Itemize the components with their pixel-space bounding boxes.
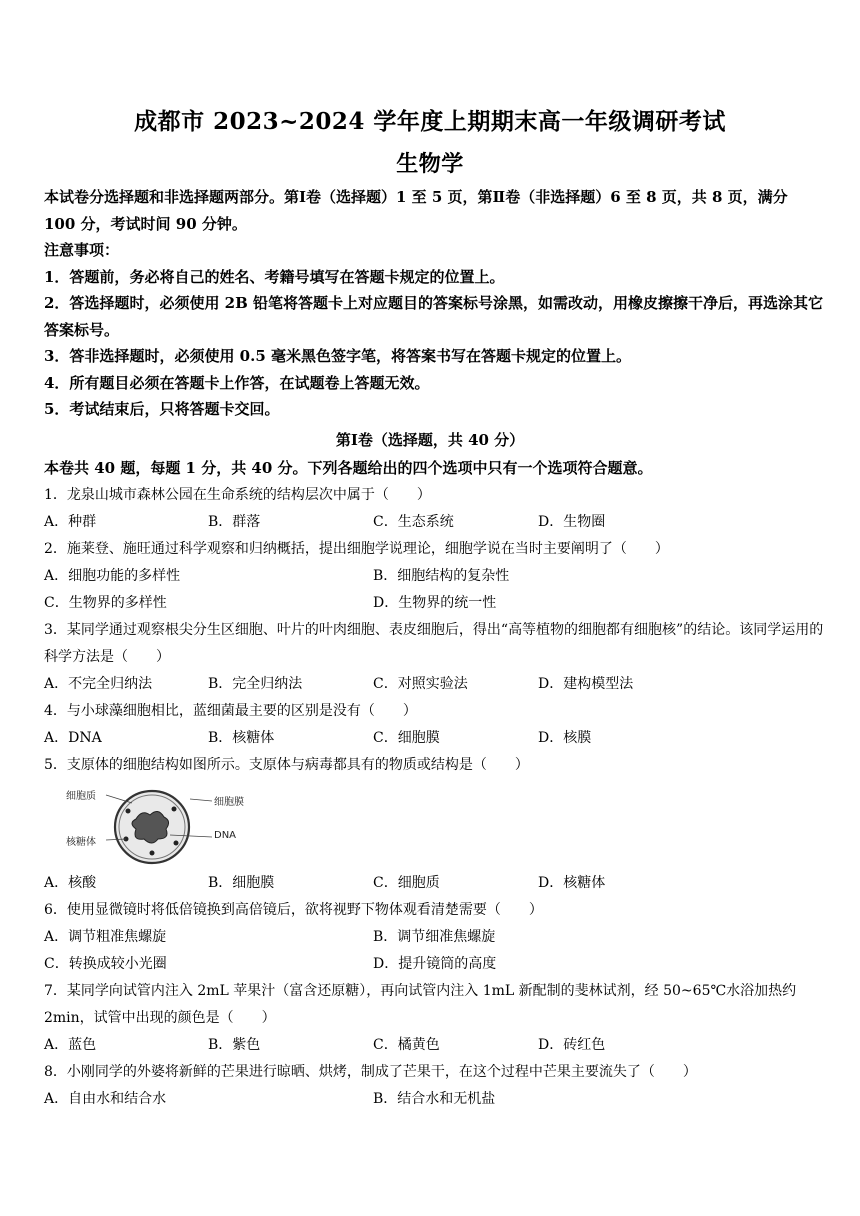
option: D．生物界的统一性 bbox=[373, 595, 497, 611]
option: C．对照实验法 bbox=[373, 676, 468, 692]
option: B．完全归纳法 bbox=[208, 676, 303, 692]
option: C．细胞膜 bbox=[373, 730, 440, 746]
question-options bbox=[44, 1032, 824, 1058]
question-options bbox=[44, 671, 824, 697]
option: B．调节细准焦螺旋 bbox=[373, 929, 496, 945]
question-options bbox=[44, 1086, 824, 1112]
question-options bbox=[44, 870, 824, 896]
mycoplasma-figure bbox=[66, 785, 256, 867]
notice-heading: 注意事项： bbox=[44, 241, 120, 259]
question-stem: 3．某同学通过观察根尖分生区细胞、叶片的叶肉细胞、表皮细胞后，得出“高等植物的细胞都有细胞核”的结论。该同学运用的科学方法是（ ） bbox=[44, 622, 824, 665]
exam-title: 成都市 2023~2024 学年度上期期末高一年级调研考试 bbox=[134, 108, 726, 135]
question-stem: 8．小刚同学的外婆将新鲜的芒果进行晾晒、烘烤，制成了芒果干，在这个过程中芒果主要流失了（ ） bbox=[44, 1064, 697, 1080]
option: C．生物界的多样性 bbox=[44, 595, 167, 611]
question-stem: 1．龙泉山城市森林公园在生命系统的结构层次中属于（ ） bbox=[44, 487, 431, 503]
question-options bbox=[44, 563, 824, 589]
figure-label-ribosome: 核糖体 bbox=[66, 837, 96, 848]
figure-label-cell-membrane: 细胞膜 bbox=[214, 797, 244, 808]
subject-title: 生物学 bbox=[396, 151, 464, 177]
option: C．细胞质 bbox=[373, 875, 440, 891]
section-title: 第Ⅰ卷（选择题，共 40 分） bbox=[335, 431, 525, 449]
option: A．自由水和结合水 bbox=[44, 1091, 167, 1107]
option: D．生物圈 bbox=[538, 514, 606, 530]
option: B．紫色 bbox=[208, 1037, 261, 1053]
option: A．DNA bbox=[44, 730, 102, 746]
question-stem: 7．某同学向试管内注入 2mL 苹果汁（富含还原糖），再向试管内注入 1mL 新配制的斐林试剂，经 50~65℃水浴加热约 2min，试管中出现的颜色是（ ） bbox=[44, 983, 797, 1026]
option: B．核糖体 bbox=[208, 730, 275, 746]
option: A．调节粗准焦螺旋 bbox=[44, 929, 167, 945]
notice-item: 1．答题前，务必将自己的姓名、考籍号填写在答题卡规定的位置上。 bbox=[44, 267, 505, 286]
question-stem: 5．支原体的细胞结构如图所示。支原体与病毒都具有的物质或结构是（ ） bbox=[44, 757, 529, 773]
option: D．提升镜筒的高度 bbox=[373, 956, 497, 972]
option: A．不完全归纳法 bbox=[44, 676, 153, 692]
exam-intro: 本试卷分选择题和非选择题两部分。第Ⅰ卷（选择题）1 至 5 页，第Ⅱ卷（非选择题）6 至 8 页，共 8 页，满分 100 分，考试时间 90 分钟。 bbox=[44, 188, 788, 233]
option: C．生态系统 bbox=[373, 514, 454, 530]
option: B．结合水和无机盐 bbox=[373, 1091, 496, 1107]
section-intro: 本卷共 40 题，每题 1 分，共 40 分。下列各题给出的四个选项中只有一个选项符合题意。 bbox=[44, 459, 653, 477]
question-options bbox=[44, 725, 824, 751]
figure-label-dna: DNA bbox=[214, 830, 237, 841]
option: B．细胞结构的复杂性 bbox=[373, 568, 510, 584]
option: C．橘黄色 bbox=[373, 1037, 440, 1053]
option: A．细胞功能的多样性 bbox=[44, 568, 181, 584]
option: D．核糖体 bbox=[538, 875, 606, 891]
question-stem: 4．与小球藻细胞相比，蓝细菌最主要的区别是没有（ ） bbox=[44, 703, 417, 719]
option: A．核酸 bbox=[44, 875, 97, 891]
question-stem: 6．使用显微镜时将低倍镜换到高倍镜后，欲将视野下物体观看清楚需要（ ） bbox=[44, 902, 543, 918]
notice-item: 4．所有题目必须在答题卡上作答，在试题卷上答题无效。 bbox=[44, 373, 430, 392]
question-options bbox=[44, 951, 824, 977]
notice-item: 5．考试结束后，只将答题卡交回。 bbox=[44, 400, 280, 418]
option: D．建构模型法 bbox=[538, 676, 634, 692]
question-options bbox=[44, 924, 824, 950]
notice-item: 3．答非选择题时，必须使用 0.5 毫米黑色签字笔，将答案书写在答题卡规定的位置上。 bbox=[44, 347, 631, 365]
figure-label-cytoplasm: 细胞质 bbox=[66, 791, 96, 802]
notice-item: 2．答选择题时，必须使用 2B 铅笔将答题卡上对应题目的答案标号涂黑，如需改动，用橡皮擦擦干净后，再选涂其它答案标号。 bbox=[44, 294, 824, 339]
option: B．细胞膜 bbox=[208, 875, 275, 891]
question-stem: 2．施莱登、施旺通过科学观察和归纳概括，提出细胞学说理论，细胞学说在当时主要阐明了（ ） bbox=[44, 541, 669, 557]
option: A．种群 bbox=[44, 514, 97, 530]
option: D．核膜 bbox=[538, 730, 592, 746]
notice-block bbox=[44, 237, 824, 423]
option: B．群落 bbox=[208, 514, 261, 530]
question-options bbox=[44, 590, 824, 616]
option: C．转换成较小光圈 bbox=[44, 956, 167, 972]
option: A．蓝色 bbox=[44, 1037, 97, 1053]
option: D．砖红色 bbox=[538, 1037, 606, 1053]
question-options bbox=[44, 509, 824, 535]
